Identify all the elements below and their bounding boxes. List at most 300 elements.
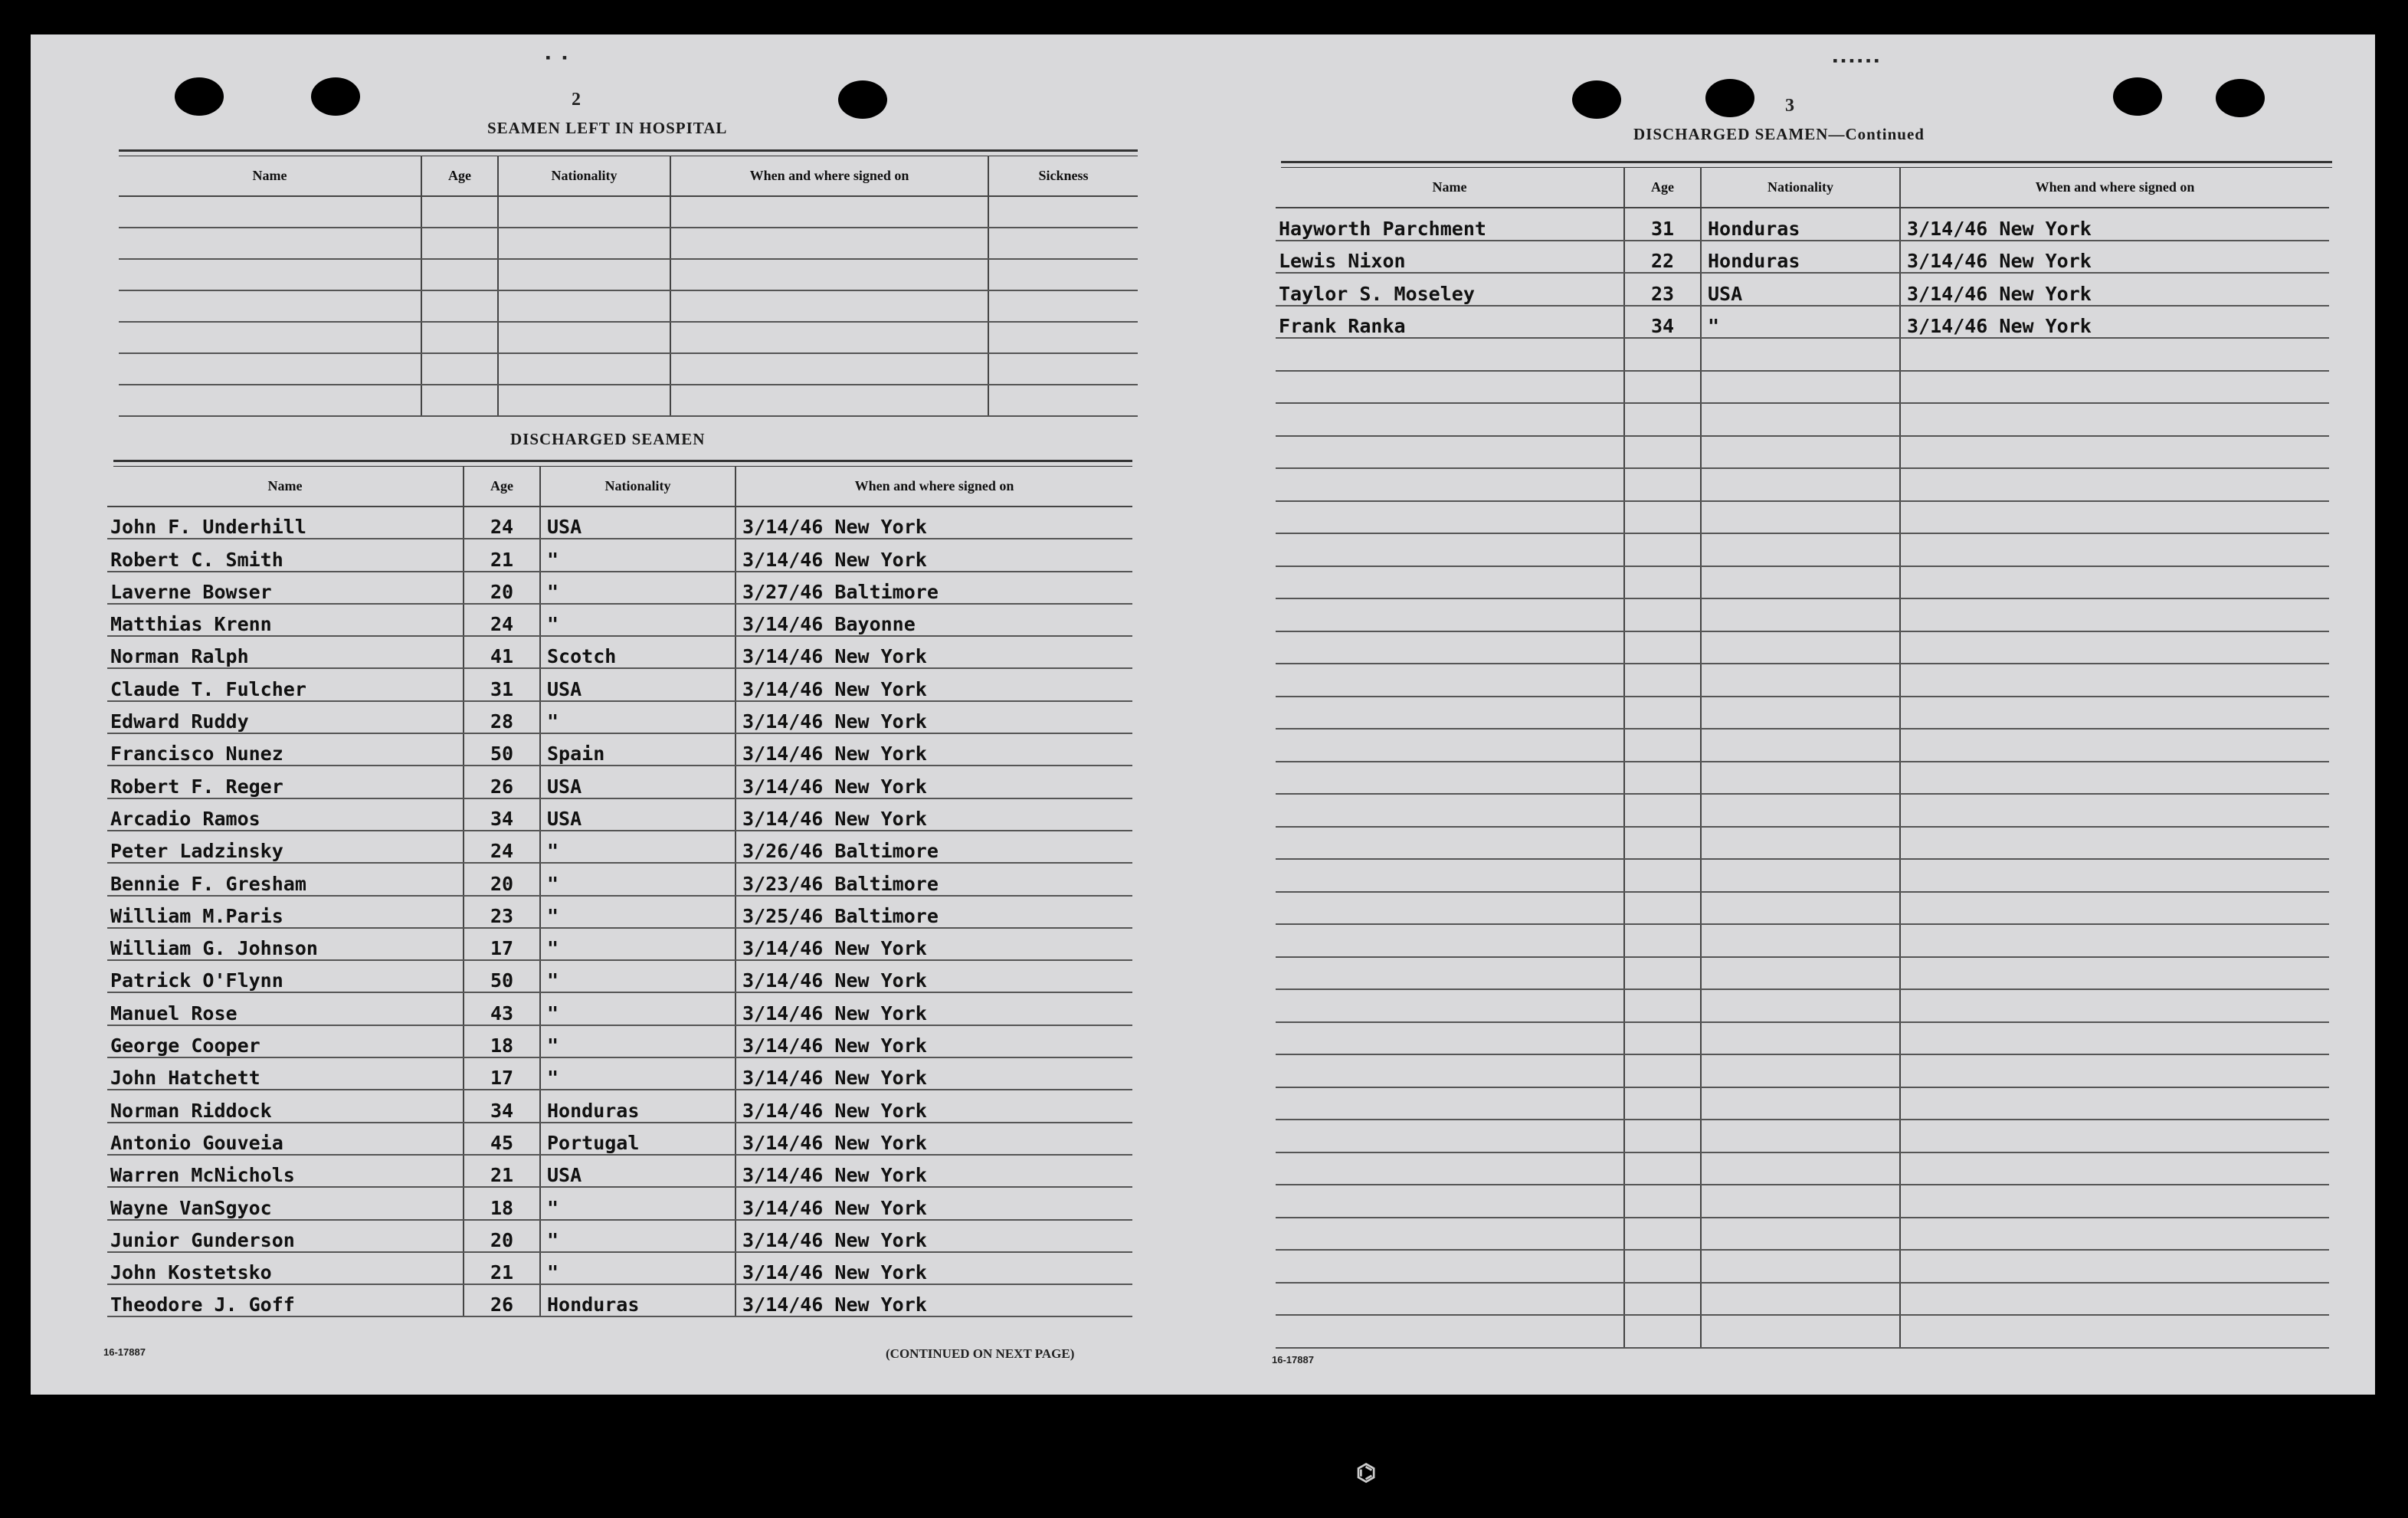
blank-row bbox=[1276, 1120, 2329, 1152]
blank-cell bbox=[1900, 697, 2329, 729]
seaman-signed-on: 3/14/46 New York bbox=[736, 539, 1132, 571]
blank-row bbox=[1276, 957, 2329, 990]
blank-cell bbox=[421, 353, 498, 385]
seaman-signed-on: 3/14/46 New York bbox=[736, 766, 1132, 798]
blank-cell bbox=[1276, 371, 1624, 404]
table-row bbox=[107, 928, 1132, 960]
seaman-signed-on: 3/14/46 New York bbox=[736, 701, 1132, 733]
blank-cell bbox=[1900, 338, 2329, 371]
table-row bbox=[107, 1155, 1132, 1187]
seaman-name: Hayworth Parchment bbox=[1276, 208, 1624, 241]
blank-cell bbox=[988, 259, 1138, 290]
blank-cell bbox=[1701, 827, 1900, 860]
left-form-code: 16-17887 bbox=[103, 1346, 146, 1358]
seaman-age: 23 bbox=[464, 896, 540, 928]
blank-cell bbox=[1701, 338, 1900, 371]
blank-cell bbox=[421, 196, 498, 228]
seaman-signed-on: 3/14/46 New York bbox=[736, 960, 1132, 992]
blank-cell bbox=[1624, 631, 1701, 664]
blank-cell bbox=[1624, 729, 1701, 762]
col-age-header: Age bbox=[1624, 167, 1701, 208]
seaman-age: 20 bbox=[464, 863, 540, 895]
seaman-name: Junior Gunderson bbox=[107, 1220, 464, 1252]
blank-cell bbox=[1701, 859, 1900, 892]
blank-cell bbox=[1701, 892, 1900, 925]
blank-cell bbox=[1624, 697, 1701, 729]
blank-cell bbox=[1900, 1185, 2329, 1218]
seaman-signed-on: 3/25/46 Baltimore bbox=[736, 896, 1132, 928]
blank-cell bbox=[670, 290, 988, 322]
blank-row bbox=[1276, 1315, 2329, 1348]
continued-section-title: DISCHARGED SEAMEN—Continued bbox=[1633, 125, 1925, 143]
table-row bbox=[107, 960, 1132, 992]
seaman-age: 41 bbox=[464, 636, 540, 668]
blank-cell bbox=[670, 322, 988, 353]
seaman-signed-on: 3/14/46 New York bbox=[736, 1220, 1132, 1252]
seaman-age: 24 bbox=[464, 604, 540, 636]
hospital-table bbox=[119, 156, 1138, 417]
blank-cell bbox=[1701, 436, 1900, 469]
blank-cell bbox=[1276, 1315, 1624, 1348]
left-page-number: 2 bbox=[572, 90, 581, 110]
blank-cell bbox=[1624, 1283, 1701, 1316]
table-row bbox=[1276, 241, 2329, 274]
blank-cell bbox=[1701, 1120, 1900, 1152]
blank-cell bbox=[1900, 631, 2329, 664]
continued-table bbox=[1276, 167, 2329, 1349]
top-mark-left: ▪ ▪ bbox=[544, 51, 569, 67]
blank-cell bbox=[119, 290, 421, 322]
seaman-signed-on: 3/14/46 New York bbox=[1900, 306, 2329, 339]
seaman-age: 17 bbox=[464, 1057, 540, 1090]
blank-row bbox=[1276, 1087, 2329, 1120]
table-row bbox=[107, 539, 1132, 571]
blank-cell bbox=[1900, 1283, 2329, 1316]
seaman-signed-on: 3/14/46 New York bbox=[736, 1123, 1132, 1155]
blank-cell bbox=[498, 259, 670, 290]
table-row bbox=[107, 701, 1132, 733]
blank-cell bbox=[1701, 631, 1900, 664]
blank-row bbox=[1276, 762, 2329, 795]
bottom-mark: ⌬ bbox=[1356, 1462, 1377, 1488]
punch-hole bbox=[175, 77, 224, 116]
blank-cell bbox=[988, 385, 1138, 416]
blank-row bbox=[1276, 533, 2329, 566]
seaman-name: Theodore J. Goff bbox=[107, 1284, 464, 1316]
continued-header-row bbox=[1276, 167, 2329, 208]
blank-cell bbox=[1900, 957, 2329, 990]
blank-row bbox=[1276, 566, 2329, 599]
blank-cell bbox=[1701, 729, 1900, 762]
blank-row bbox=[1276, 1283, 2329, 1316]
blank-cell bbox=[1276, 436, 1624, 469]
seaman-nationality: Portugal bbox=[540, 1123, 736, 1155]
blank-cell bbox=[1624, 827, 1701, 860]
blank-row bbox=[119, 385, 1138, 416]
blank-row bbox=[1276, 436, 2329, 469]
blank-cell bbox=[498, 196, 670, 228]
blank-cell bbox=[1701, 1283, 1900, 1316]
blank-cell bbox=[498, 290, 670, 322]
blank-cell bbox=[1624, 533, 1701, 566]
blank-cell bbox=[1624, 1022, 1701, 1055]
seaman-signed-on: 3/27/46 Baltimore bbox=[736, 572, 1132, 604]
blank-cell bbox=[1624, 468, 1701, 501]
seaman-name: Wayne VanSgyoc bbox=[107, 1187, 464, 1219]
blank-cell bbox=[1701, 403, 1900, 436]
seaman-name: Warren McNichols bbox=[107, 1155, 464, 1187]
blank-row bbox=[1276, 924, 2329, 957]
seaman-age: 45 bbox=[464, 1123, 540, 1155]
blank-row bbox=[1276, 338, 2329, 371]
blank-cell bbox=[1701, 1152, 1900, 1185]
table-row bbox=[107, 1025, 1132, 1057]
blank-cell bbox=[1624, 664, 1701, 697]
table-row bbox=[107, 572, 1132, 604]
seaman-name: John Hatchett bbox=[107, 1057, 464, 1090]
seaman-signed-on: 3/14/46 New York bbox=[736, 733, 1132, 766]
blank-cell bbox=[1624, 1120, 1701, 1152]
seaman-signed-on: 3/14/46 New York bbox=[736, 668, 1132, 700]
seaman-nationality: Spain bbox=[540, 733, 736, 766]
blank-cell bbox=[1276, 664, 1624, 697]
blank-cell bbox=[1701, 468, 1900, 501]
blank-cell bbox=[1276, 1120, 1624, 1152]
blank-row bbox=[119, 290, 1138, 322]
seaman-nationality: " bbox=[540, 928, 736, 960]
seaman-nationality: " bbox=[540, 960, 736, 992]
seaman-age: 26 bbox=[464, 1284, 540, 1316]
seaman-age: 31 bbox=[1624, 208, 1701, 241]
table-row bbox=[107, 1252, 1132, 1284]
seaman-signed-on: 3/26/46 Baltimore bbox=[736, 831, 1132, 863]
seaman-age: 23 bbox=[1624, 273, 1701, 306]
discharged-table bbox=[107, 466, 1132, 1317]
blank-cell bbox=[1624, 1315, 1701, 1348]
seaman-name: Manuel Rose bbox=[107, 992, 464, 1025]
seaman-name: Patrick O'Flynn bbox=[107, 960, 464, 992]
blank-cell bbox=[1276, 1054, 1624, 1087]
blank-cell bbox=[1701, 957, 1900, 990]
blank-cell bbox=[119, 228, 421, 259]
blank-cell bbox=[1900, 762, 2329, 795]
blank-cell bbox=[1900, 1054, 2329, 1087]
blank-cell bbox=[1701, 501, 1900, 534]
table-row bbox=[107, 831, 1132, 863]
blank-row bbox=[1276, 371, 2329, 404]
blank-row bbox=[1276, 1054, 2329, 1087]
blank-cell bbox=[1276, 1250, 1624, 1283]
blank-cell bbox=[1900, 1120, 2329, 1152]
seaman-signed-on: 3/14/46 New York bbox=[736, 1284, 1132, 1316]
table-row bbox=[107, 733, 1132, 766]
blank-row bbox=[1276, 892, 2329, 925]
blank-cell bbox=[1701, 1315, 1900, 1348]
blank-cell bbox=[1701, 762, 1900, 795]
blank-cell bbox=[1900, 371, 2329, 404]
blank-row bbox=[1276, 403, 2329, 436]
seaman-nationality: " bbox=[540, 992, 736, 1025]
blank-cell bbox=[1276, 794, 1624, 827]
col-age-header: Age bbox=[421, 156, 498, 196]
blank-cell bbox=[1900, 1218, 2329, 1251]
blank-cell bbox=[1900, 794, 2329, 827]
blank-cell bbox=[1276, 924, 1624, 957]
seaman-name: Robert C. Smith bbox=[107, 539, 464, 571]
seaman-nationality: Honduras bbox=[1701, 208, 1900, 241]
blank-cell bbox=[1276, 697, 1624, 729]
seaman-age: 21 bbox=[464, 539, 540, 571]
blank-cell bbox=[1624, 892, 1701, 925]
seaman-name: Robert F. Reger bbox=[107, 766, 464, 798]
seaman-name: William G. Johnson bbox=[107, 928, 464, 960]
blank-cell bbox=[1624, 762, 1701, 795]
seaman-age: 28 bbox=[464, 701, 540, 733]
seaman-nationality: Scotch bbox=[540, 636, 736, 668]
right-form-code: 16-17887 bbox=[1272, 1354, 1314, 1366]
blank-cell bbox=[1276, 566, 1624, 599]
blank-row bbox=[1276, 468, 2329, 501]
blank-cell bbox=[670, 353, 988, 385]
blank-cell bbox=[1276, 859, 1624, 892]
seaman-age: 21 bbox=[464, 1155, 540, 1187]
seaman-age: 24 bbox=[464, 507, 540, 539]
table-row bbox=[107, 507, 1132, 539]
col-sickness-header: Sickness bbox=[988, 156, 1138, 196]
seaman-signed-on: 3/14/46 New York bbox=[736, 1155, 1132, 1187]
seaman-signed-on: 3/14/46 New York bbox=[736, 1187, 1132, 1219]
blank-cell bbox=[1900, 1022, 2329, 1055]
blank-cell bbox=[1276, 1022, 1624, 1055]
blank-cell bbox=[119, 353, 421, 385]
blank-cell bbox=[988, 196, 1138, 228]
blank-cell bbox=[988, 228, 1138, 259]
seaman-signed-on: 3/14/46 New York bbox=[736, 507, 1132, 539]
blank-cell bbox=[1624, 1152, 1701, 1185]
table-row bbox=[107, 992, 1132, 1025]
blank-row bbox=[1276, 1250, 2329, 1283]
col-signed-on-header: When and where signed on bbox=[1900, 167, 2329, 208]
table-row bbox=[107, 668, 1132, 700]
blank-cell bbox=[1701, 794, 1900, 827]
blank-cell bbox=[1624, 1218, 1701, 1251]
col-age-header: Age bbox=[464, 466, 540, 507]
seaman-signed-on: 3/14/46 New York bbox=[1900, 208, 2329, 241]
col-signed-on-header: When and where signed on bbox=[736, 466, 1132, 507]
seaman-name: Edward Ruddy bbox=[107, 701, 464, 733]
blank-cell bbox=[1624, 859, 1701, 892]
blank-cell bbox=[421, 385, 498, 416]
seaman-nationality: " bbox=[540, 701, 736, 733]
col-nationality-header: Nationality bbox=[1701, 167, 1900, 208]
blank-row bbox=[1276, 1218, 2329, 1251]
blank-cell bbox=[670, 196, 988, 228]
punch-hole bbox=[311, 77, 360, 116]
punch-hole bbox=[2216, 79, 2265, 117]
top-mark-right: ▪▪▪▪▪▪ bbox=[1831, 54, 1881, 70]
table-row bbox=[107, 766, 1132, 798]
seaman-name: Antonio Gouveia bbox=[107, 1123, 464, 1155]
blank-cell bbox=[119, 322, 421, 353]
seaman-nationality: " bbox=[540, 863, 736, 895]
blank-row bbox=[1276, 631, 2329, 664]
blank-cell bbox=[1701, 1185, 1900, 1218]
seaman-age: 21 bbox=[464, 1252, 540, 1284]
seaman-nationality: USA bbox=[540, 507, 736, 539]
seaman-signed-on: 3/14/46 New York bbox=[736, 1252, 1132, 1284]
blank-cell bbox=[1276, 403, 1624, 436]
seaman-name: Francisco Nunez bbox=[107, 733, 464, 766]
blank-cell bbox=[421, 322, 498, 353]
table-row bbox=[1276, 273, 2329, 306]
blank-cell bbox=[1701, 1054, 1900, 1087]
blank-cell bbox=[1900, 501, 2329, 534]
table-row bbox=[107, 1123, 1132, 1155]
seaman-age: 34 bbox=[464, 1090, 540, 1122]
punch-hole bbox=[1705, 79, 1754, 117]
blank-row bbox=[1276, 1022, 2329, 1055]
blank-cell bbox=[498, 228, 670, 259]
seaman-age: 50 bbox=[464, 960, 540, 992]
blank-row bbox=[1276, 1185, 2329, 1218]
seaman-nationality: USA bbox=[1701, 273, 1900, 306]
blank-cell bbox=[1276, 533, 1624, 566]
blank-cell bbox=[1900, 729, 2329, 762]
right-page-number: 3 bbox=[1785, 96, 1794, 116]
blank-cell bbox=[1701, 566, 1900, 599]
blank-cell bbox=[1276, 1087, 1624, 1120]
discharged-header-row bbox=[107, 466, 1132, 507]
seaman-signed-on: 3/23/46 Baltimore bbox=[736, 863, 1132, 895]
seaman-nationality: Honduras bbox=[540, 1090, 736, 1122]
blank-row bbox=[1276, 598, 2329, 631]
blank-cell bbox=[1900, 664, 2329, 697]
seaman-signed-on: 3/14/46 New York bbox=[736, 928, 1132, 960]
blank-cell bbox=[1624, 1087, 1701, 1120]
blank-cell bbox=[1900, 436, 2329, 469]
blank-cell bbox=[670, 385, 988, 416]
table-row bbox=[107, 1090, 1132, 1122]
blank-row bbox=[1276, 501, 2329, 534]
table-row bbox=[107, 1057, 1132, 1090]
blank-row bbox=[1276, 859, 2329, 892]
seaman-name: Matthias Krenn bbox=[107, 604, 464, 636]
seaman-nationality: " bbox=[540, 572, 736, 604]
blank-cell bbox=[1624, 403, 1701, 436]
punch-hole bbox=[838, 80, 887, 119]
seaman-signed-on: 3/14/46 New York bbox=[736, 1090, 1132, 1122]
seaman-signed-on: 3/14/46 New York bbox=[736, 992, 1132, 1025]
blank-cell bbox=[1900, 403, 2329, 436]
blank-cell bbox=[1701, 989, 1900, 1022]
blank-cell bbox=[119, 196, 421, 228]
blank-cell bbox=[1276, 762, 1624, 795]
hospital-section-title: SEAMEN LEFT IN HOSPITAL bbox=[487, 119, 728, 137]
seaman-age: 31 bbox=[464, 668, 540, 700]
blank-cell bbox=[1900, 1087, 2329, 1120]
blank-cell bbox=[1276, 598, 1624, 631]
blank-cell bbox=[1624, 1054, 1701, 1087]
blank-cell bbox=[1624, 1250, 1701, 1283]
seaman-name: Norman Ralph bbox=[107, 636, 464, 668]
col-name-header: Name bbox=[119, 156, 421, 196]
seaman-age: 24 bbox=[464, 831, 540, 863]
blank-cell bbox=[1624, 566, 1701, 599]
seaman-nationality: " bbox=[540, 896, 736, 928]
seaman-age: 17 bbox=[464, 928, 540, 960]
blank-cell bbox=[1701, 533, 1900, 566]
punch-hole bbox=[1572, 80, 1621, 119]
blank-cell bbox=[1276, 1185, 1624, 1218]
blank-cell bbox=[1701, 697, 1900, 729]
hospital-header-row bbox=[119, 156, 1138, 196]
table-row bbox=[107, 798, 1132, 831]
blank-cell bbox=[1624, 371, 1701, 404]
blank-cell bbox=[1900, 533, 2329, 566]
blank-cell bbox=[1900, 827, 2329, 860]
seaman-name: George Cooper bbox=[107, 1025, 464, 1057]
blank-cell bbox=[1624, 1185, 1701, 1218]
blank-row bbox=[1276, 989, 2329, 1022]
seaman-age: 20 bbox=[464, 572, 540, 604]
blank-cell bbox=[1701, 924, 1900, 957]
seaman-nationality: " bbox=[540, 539, 736, 571]
seaman-name: John Kostetsko bbox=[107, 1252, 464, 1284]
seaman-age: 20 bbox=[464, 1220, 540, 1252]
blank-cell bbox=[1701, 1218, 1900, 1251]
blank-cell bbox=[1900, 924, 2329, 957]
blank-cell bbox=[1624, 436, 1701, 469]
seaman-age: 34 bbox=[1624, 306, 1701, 339]
blank-cell bbox=[1276, 631, 1624, 664]
blank-cell bbox=[1701, 598, 1900, 631]
blank-row bbox=[119, 322, 1138, 353]
blank-cell bbox=[421, 290, 498, 322]
blank-cell bbox=[1701, 1022, 1900, 1055]
seaman-nationality: " bbox=[540, 1252, 736, 1284]
blank-row bbox=[1276, 827, 2329, 860]
seaman-signed-on: 3/14/46 New York bbox=[736, 1025, 1132, 1057]
blank-cell bbox=[1701, 371, 1900, 404]
blank-cell bbox=[988, 353, 1138, 385]
seaman-signed-on: 3/14/46 Bayonne bbox=[736, 604, 1132, 636]
blank-row bbox=[1276, 664, 2329, 697]
seaman-signed-on: 3/14/46 New York bbox=[736, 636, 1132, 668]
seaman-age: 50 bbox=[464, 733, 540, 766]
blank-cell bbox=[1276, 1218, 1624, 1251]
blank-cell bbox=[1276, 989, 1624, 1022]
blank-row bbox=[119, 196, 1138, 228]
blank-row bbox=[1276, 1152, 2329, 1185]
blank-cell bbox=[1900, 1152, 2329, 1185]
seaman-name: Frank Ranka bbox=[1276, 306, 1624, 339]
blank-cell bbox=[1701, 1250, 1900, 1283]
seaman-nationality: " bbox=[540, 1025, 736, 1057]
blank-cell bbox=[1624, 957, 1701, 990]
seaman-nationality: USA bbox=[540, 1155, 736, 1187]
blank-cell bbox=[670, 259, 988, 290]
col-name-header: Name bbox=[107, 466, 464, 507]
blank-cell bbox=[1276, 1152, 1624, 1185]
blank-cell bbox=[1900, 1315, 2329, 1348]
blank-row bbox=[1276, 794, 2329, 827]
blank-cell bbox=[1900, 1250, 2329, 1283]
blank-cell bbox=[119, 385, 421, 416]
blank-cell bbox=[498, 353, 670, 385]
blank-cell bbox=[988, 322, 1138, 353]
seaman-nationality: " bbox=[540, 1220, 736, 1252]
blank-cell bbox=[1900, 892, 2329, 925]
